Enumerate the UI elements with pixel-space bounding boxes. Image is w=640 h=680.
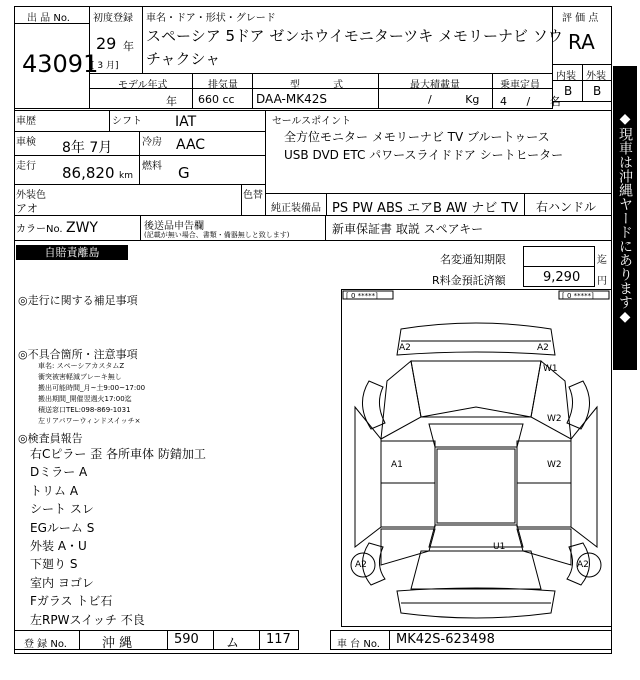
reg-kana: ム (226, 636, 240, 651)
mark-front-bumper-right: A2 (537, 343, 549, 353)
history-label: 車歴 (16, 116, 36, 127)
recycle-fee-unit: 円 (597, 276, 607, 287)
reg-label: 登 録 No. (24, 639, 67, 650)
exterior-color-value: アオ (16, 202, 38, 215)
inspection-label: 車検 (16, 137, 36, 148)
first-reg-label: 初度登録 (93, 13, 133, 24)
car-name-line1: スペーシア 5ドア ゼンホウイモニターツキ メモリーナビ ソウ (146, 27, 563, 45)
defect-note: 左リアパワーウィンドスイッチ× (38, 417, 141, 425)
recycle-fee-value: 9,290 (543, 270, 581, 285)
color-no-label: カラーNo. (16, 224, 63, 235)
reg-num: 117 (266, 632, 291, 647)
exterior-score: B (593, 84, 602, 98)
defect-note: 搬出期間_開催翌週火17:00迄 (38, 395, 132, 403)
inspector-report-list (30, 445, 206, 629)
first-reg-year-unit: 年 (123, 40, 134, 53)
inspector-note: 外装 A・U (30, 539, 87, 554)
model-code: DAA-MK42S (256, 92, 327, 106)
fuel-label: 燃料 (142, 161, 162, 172)
car-name-line2: チャクシャ (146, 50, 221, 68)
inspector-note: シート スレ (30, 502, 94, 517)
insurance-badge (16, 245, 128, 260)
exterior-label: 外装 (586, 71, 606, 82)
max-load: / Kg (428, 93, 480, 106)
inspector-note: トリム A (30, 483, 79, 498)
inspector-note: EGルーム S (30, 520, 95, 535)
mark-roof-rear: U1 (493, 542, 506, 552)
interior-label: 内装 (556, 71, 576, 82)
model-year-unit: 年 (166, 95, 177, 108)
defect-note: 車名: スペーシアカスタムZ (38, 362, 125, 370)
displacement: 660 cc (198, 93, 235, 106)
reg-area: 沖 縄 (102, 636, 133, 651)
defect-note: 搬出可能時間_月~土9:00~17:00 (38, 384, 146, 392)
yard-location-text: ◆現車は沖縄ヤードにあります◆ (617, 111, 633, 325)
mark-rear-left: A2 (355, 560, 367, 570)
inspector-note: 右Cピラー 歪 各所車体 防錆加工 (30, 447, 206, 461)
model-year-label: モデル年式 (118, 80, 168, 91)
car-name-label: 車名・ドア・形状・グレード (146, 13, 276, 24)
mark-left-rear-door: A1 (391, 460, 403, 470)
defect-note: 積送窓口TEL:098-869-1031 (38, 406, 131, 414)
mark-rear-right: A2 (577, 560, 589, 570)
mark-right-front-door: W2 (547, 414, 562, 424)
fuel-value: G (178, 164, 190, 182)
mark-right-rear-door: W2 (547, 460, 562, 470)
name-change-label: 名変通知期限 (440, 253, 506, 266)
inspector-note: 室内 ヨゴレ (30, 575, 94, 590)
max-load-label: 最大積載量 (410, 80, 460, 91)
first-reg-year: 29 (96, 34, 117, 53)
defect-notes-label: ◎不具合箇所・注意事項 (18, 348, 138, 361)
mark-front-right-fender: W1 (543, 364, 558, 374)
shift-label: シフト (112, 116, 142, 127)
diagram-fuel-right: [ 0 *****] (562, 292, 594, 300)
capacity-label: 乗車定員 (500, 80, 540, 91)
mileage-label: 走行 (16, 161, 36, 172)
mark-front-bumper-left: A2 (399, 343, 411, 353)
warranty-items: 新車保証書 取説 スペアキー (332, 222, 484, 236)
defect-note: 衝突被害軽減ブレーキ無し (38, 373, 122, 381)
grade-score: RA (568, 30, 595, 54)
lot-label: 出 品 No. (27, 13, 70, 24)
reg-class: 590 (174, 632, 199, 647)
mileage-unit: km (119, 171, 133, 181)
inspector-note: Fガラス トビ石 (30, 594, 113, 609)
lot-number: 43091 (22, 50, 99, 78)
displacement-label: 排気量 (208, 80, 238, 91)
color-no-value: ZWY (66, 220, 98, 236)
equipment-items: PS PW ABS エアB AW ナビ TV (332, 201, 519, 216)
capacity: 4 / 名 (500, 95, 561, 108)
inspection-value: 8年 7月 (62, 140, 113, 156)
name-change-unit: 迄 (597, 255, 607, 266)
recycle-declaration-label: 後送品申告欄 (144, 221, 204, 232)
yard-location-banner (613, 66, 637, 370)
driving-notes-label: ◎走行に関する補足事項 (18, 294, 138, 307)
chassis-label: 車 台 No. (337, 639, 380, 650)
name-change-box (523, 246, 595, 267)
model-label: 型 式 (290, 80, 344, 91)
ac-value: AAC (176, 137, 206, 153)
diagram-fuel-left: [ 0 *****] (346, 292, 378, 300)
color-change-label: 色替 (243, 190, 263, 201)
grade-label: 評 価 点 (562, 13, 599, 24)
interior-score: B (564, 84, 573, 98)
sales-points-line1: 全方位モニター メモリーナビ TV ブルートゥース (284, 130, 550, 144)
exterior-color-cell (14, 184, 242, 216)
exterior-color-label: 外装色 (16, 190, 46, 201)
defect-notes-list (38, 361, 145, 427)
inspector-report-label: ◎検査員報告 (18, 432, 83, 445)
inspector-note: 左RPWスイッチ 不良 (30, 612, 145, 627)
ac-label: 冷房 (142, 137, 162, 148)
sales-points-line2: USB DVD ETC パワースライドドア シートヒーター (284, 148, 564, 162)
insurance-badge-text: 自賠責離島 (44, 246, 100, 259)
equipment-label: 純正装備品 (271, 203, 321, 214)
inspector-note: 下廻り S (30, 557, 78, 572)
chassis-number: MK42S-623498 (396, 632, 495, 647)
car-damage-diagram (341, 289, 612, 627)
steering-value: 右ハンドル (536, 200, 597, 214)
shift-value: IAT (175, 114, 197, 130)
recycle-declaration-note: (記載が無い場合、書類・備器無しと致します) (144, 231, 290, 239)
first-reg-month: [ 3 月] (91, 61, 119, 71)
sales-points-label: セールスポイント (272, 116, 352, 127)
inspector-note: Dミラー A (30, 465, 88, 480)
mileage-value: 86,820 (62, 164, 115, 182)
recycle-fee-label: R料金預託済額 (432, 274, 506, 287)
